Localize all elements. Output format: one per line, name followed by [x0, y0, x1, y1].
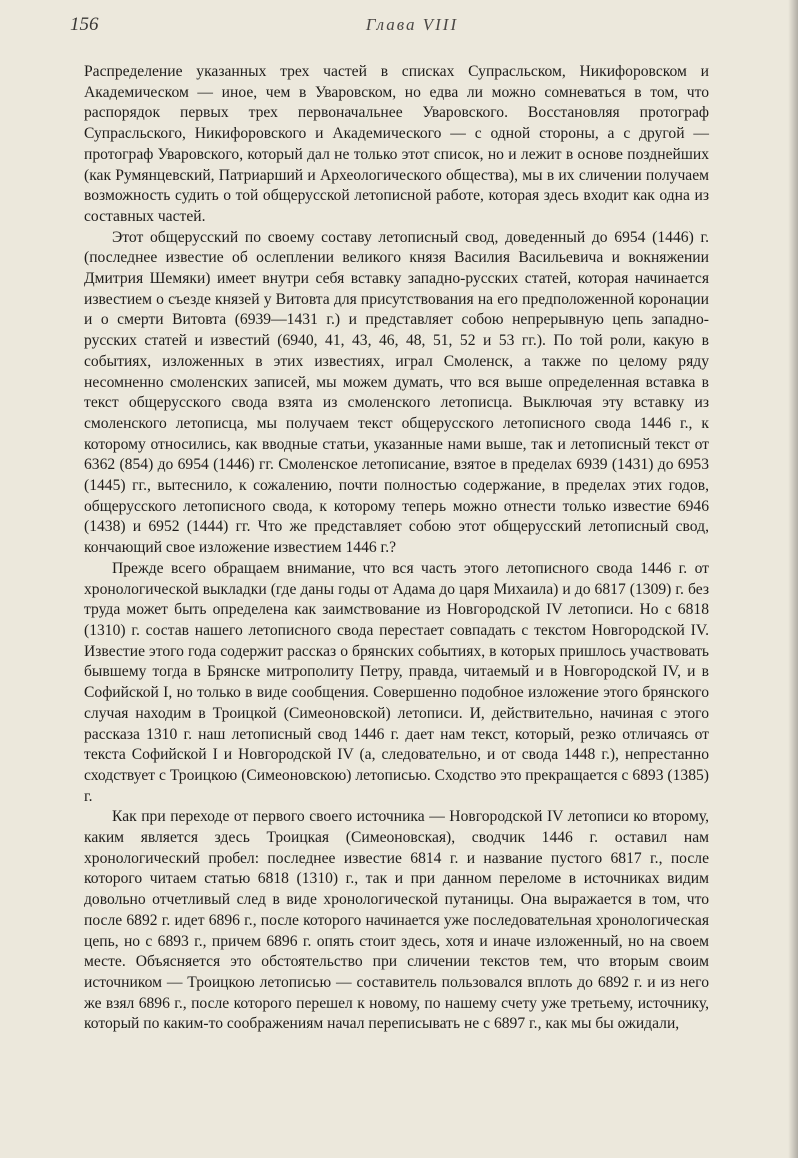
paragraph: Этот общерусский по своему составу летописный свод, доведенный до 6954 (1446) г. (последнее известие об ослеплении великого князя Василия Васильевича и вокняжении Дмитрия Шемяки) имеет внутри себя вставку западно-русских статей, которая начинается известием о съезде князей у Витовта для присутствования на его предположенной коронации и о смерти Витовта (6939—1431 г.) и представляет собою непрерывную цепь западно-русских статей и известий (6940, 41, 43, 46, 48, 51, 52 и 53 гг.). По той роли, какую в событиях, изложенных в этих известиях, играл Смоленск, а также по целому ряду несомненно смоленских записей, мы можем думать, что вся выше определенная вставка в текст общерусского свода взята из смоленского летописца. Выключая эту вставку из смоленского летописца, мы получаем текст общерусского летописного свода 1446 г., к которому относились, как вводные статьи, указанные нами выше, так и летописный текст от 6362 (854) до 6954 (1446) гг. Смоленское летописание, взятое в пределах 6939 (1431) до 6953 (1445) гг., вытеснило, к сожалению, почти полностью содержание, в пределах этих годов, общерусского летописного свода, к которому теперь можно отнести только известие 6946 (1438) и 6952 (1444) гг. Что же представляет собою этот общерусский летописный свод, кончающий свое изложение известием 1446 г.? — [84, 228, 709, 557]
paragraph: Прежде всего обращаем внимание, что вся часть этого летописного свода 1446 г. от хронологической выкладки (где даны годы от Адама до царя Михаила) и до 6817 (1309) г. без труда может быть определена как заимствование из Новгородской IV летописи. Но с 6818 (1310) г. состав нашего летописного свода перестает совпадать с текстом Новгородской IV. Известие этого года содержит рассказ о брянских событиях, в которых пришлось участвовать бывшему тогда в Брянске митрополиту Петру, правда, читаемый и в Новгородской IV, и в Софийской I, но только в виде сообщения. Совершенно подобное изложение этого брянского случая находим в Троицкой (Симеоновской) летописи. И, действительно, начиная с этого рассказа 1310 г. наш летописный свод 1446 г. дает нам текст, который, резко отличаясь от текста Софийской I и Новгородской IV (а, следовательно, и от свода 1448 г.), непрестанно сходствует с Троицкою (Симеоновскою) летописью. Сходство это прекращается с 6893 (1385) г. — [84, 559, 709, 805]
running-title: Глава VIII — [365, 15, 459, 34]
page-header — [70, 14, 754, 38]
paragraph: Распределение указанных трех частей в списках Супрасльском, Никифоровском и Академическом — иное, чем в Уваровском, но едва ли можно сомневаться в том, что распорядок первых трех первоначальнее Уваровского. Восстановляя протограф Супрасльского, Никифоровского и Академического — с одной стороны, а с другой — протограф Уваровского, который дал не только этот список, но и лежит в основе позднейших (как Румянцевский, Патриарший и Археологического общества), мы в их сличении получаем возможность судить о той общерусской летописной работе, которая здесь входит как одна из составных частей. — [84, 63, 709, 225]
page-number: 156 — [70, 14, 99, 35]
body-text — [84, 62, 709, 1035]
paragraph: Как при переходе от первого своего источника — Новгородской IV летописи ко второму, каким является здесь Троицкая (Симеоновская), сводчик 1446 г. оставил нам хронологический пробел: последнее известие 6814 г. и название пустого 6817 г., после которого читаем статью 6818 (1310) г., так и при данном переломе в источниках видим довольно отчетливый след в виде хронологической путаницы. Она выражается в том, что после 6892 г. идет 6896 г., после которого начинается уже последовательная хронологическая цепь, но с 6893 г., причем 6896 г. опять стоит здесь, хотя и иначе изложенный, но на своем месте. Объясняется это обстоятельство при сличении текстов тем, что вторым своим источником — Троицкою летописью — составитель пользовался вплоть до 6892 г. и из него же взял 6896 г., после которого перешел к новому, по нашему счету уже третьему, источнику, который по каким-то соображениям начал переписывать не с 6897 г., как мы бы ожидали, — [84, 808, 709, 1033]
